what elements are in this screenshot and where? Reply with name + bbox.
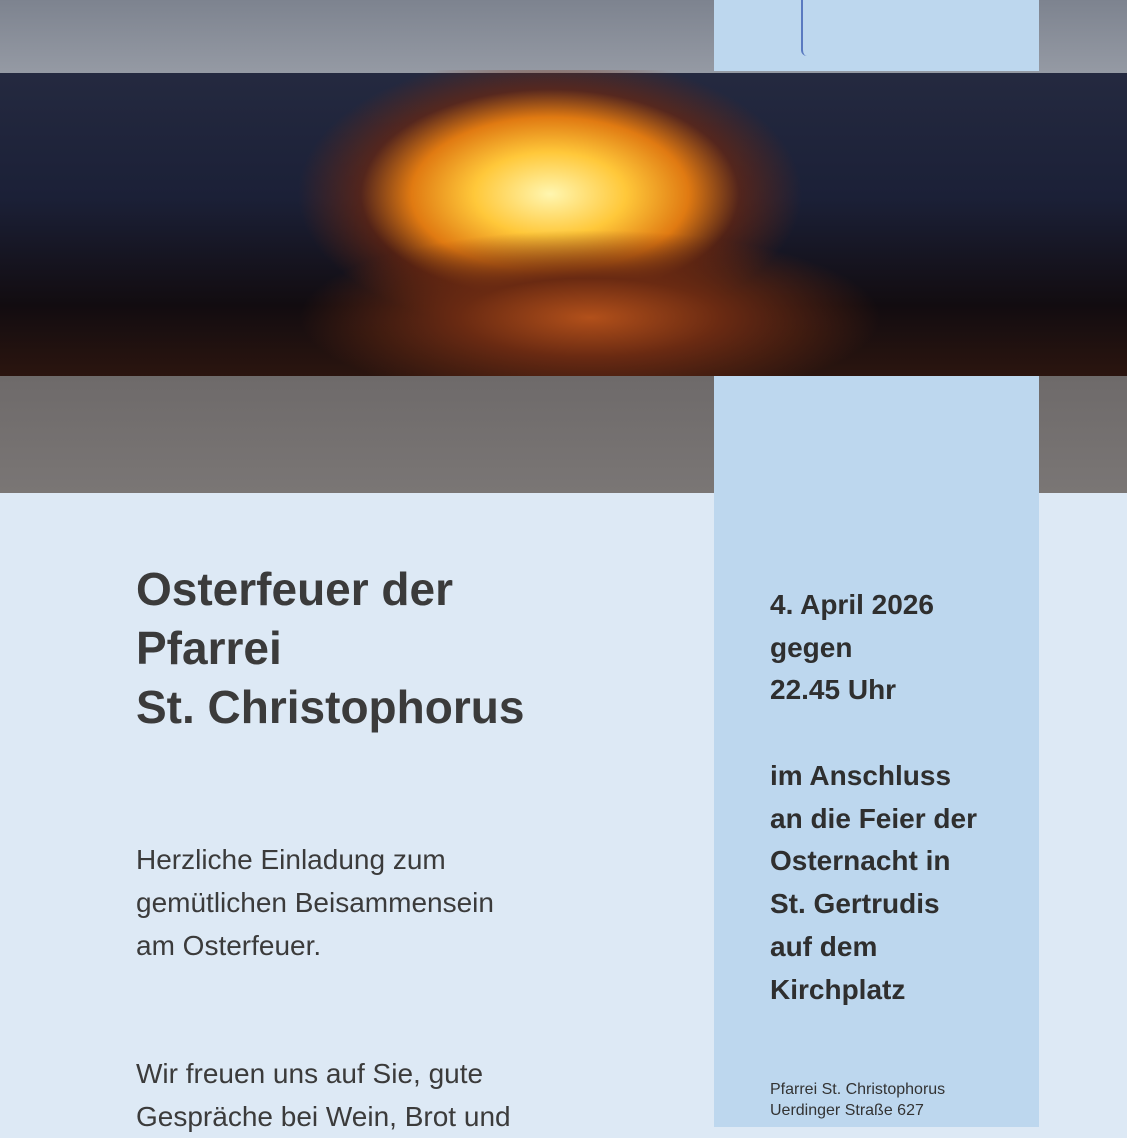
text-line: Osternacht in [770, 845, 951, 877]
address-line: Pfarrei St. Christophorus [770, 1081, 946, 1098]
text-line: auf dem [770, 930, 878, 962]
fire-logs [300, 230, 880, 376]
text-line: gemütlichen Beisammensein [136, 887, 494, 918]
text-line: im Anschluss [770, 760, 952, 791]
event-location [770, 755, 977, 1011]
title-line: St. Christophorus [136, 681, 525, 733]
text-line: Wir freuen uns auf Sie, gute [136, 1058, 484, 1089]
text-line: am Osterfeuer. [136, 930, 322, 961]
text-line: St. Gertrudis [770, 888, 940, 920]
address-line: Uerdinger Straße 627 [770, 1102, 924, 1119]
title-line: Osterfeuer der [136, 563, 454, 615]
invitation-text [136, 838, 494, 967]
text-line: an die Feier der [770, 802, 977, 834]
page-title [136, 560, 524, 737]
closing-text [136, 1052, 511, 1138]
title-line: Pfarrei [136, 622, 282, 674]
text-line: gegen [770, 631, 853, 663]
text-line: Kirchplatz [770, 973, 906, 1005]
side-column-top [714, 0, 1039, 71]
side-column [714, 376, 1039, 1127]
parish-address [770, 1079, 945, 1121]
text-line: Herzliche Einladung zum [136, 844, 446, 875]
event-time: 22.45 Uhr [770, 674, 897, 706]
event-date: 4. April 2026 [770, 589, 934, 620]
text-line: Gespräche bei Wein, Brot und [136, 1101, 511, 1132]
pen-stroke-decoration [801, 0, 807, 56]
event-datetime [770, 584, 934, 712]
